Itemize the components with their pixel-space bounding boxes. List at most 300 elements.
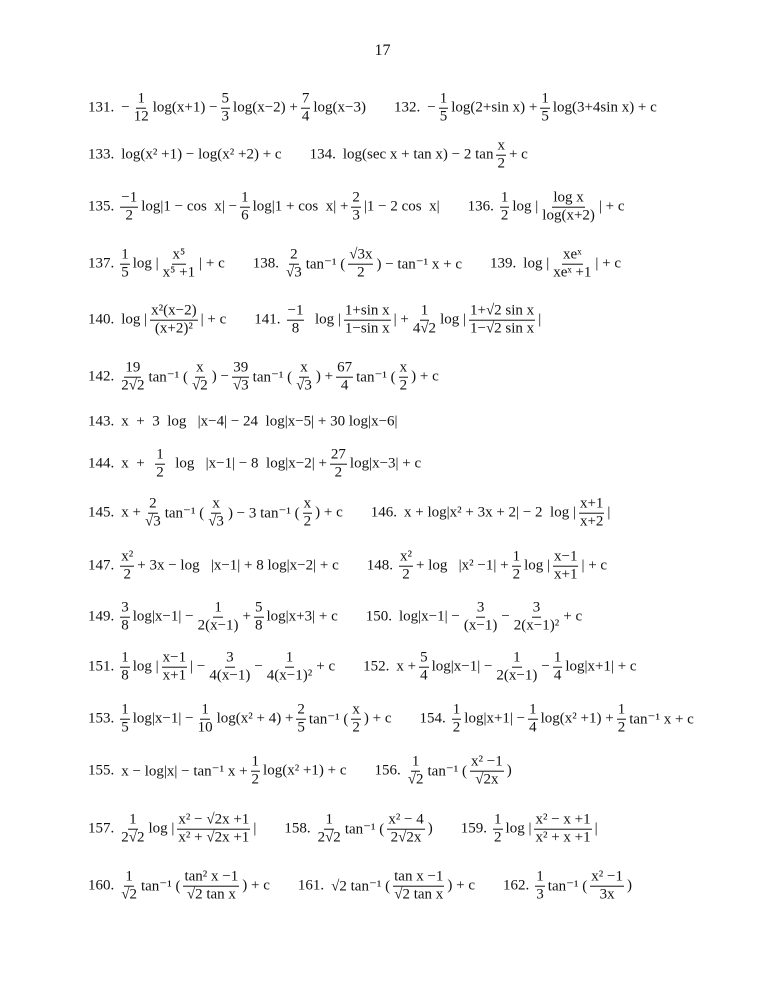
numerator: −1 (121, 189, 138, 206)
denominator: 2 (500, 207, 509, 224)
fraction (336, 360, 353, 395)
fraction (232, 360, 250, 395)
denominator: 2√2 (317, 829, 341, 846)
answer-number: 148. (366, 557, 394, 574)
numerator: tan² x −1 (184, 868, 239, 885)
answer-148 (367, 549, 609, 584)
fraction (208, 650, 251, 685)
answer-expression (451, 702, 696, 737)
expression-text: log(x² +1) + c (263, 762, 347, 779)
denominator: 2 (617, 719, 626, 736)
answer-expression (119, 869, 272, 904)
denominator: 4√2 (412, 320, 437, 337)
expression-text: + log |x² −1| + (416, 557, 509, 574)
numerator: x² − 4 (388, 811, 424, 828)
expression-text: + 3x − log |x−1| + 8 log|x−2| + c (137, 557, 339, 574)
fraction (528, 702, 538, 737)
fraction (296, 702, 306, 737)
expression-text: tan⁻¹ ( (305, 256, 346, 273)
answer-line (88, 702, 696, 737)
denominator: 2(x−1) (496, 667, 538, 684)
answer-line (88, 869, 634, 904)
answer-number: 152. (363, 658, 390, 675)
numerator: x−1 (554, 548, 578, 565)
denominator: x² + √2x +1 (178, 829, 250, 846)
expression-text: x + log|x² + 3x + 2| − 2 log | (404, 504, 576, 521)
answer-137 (88, 247, 227, 282)
answer-number: 154. (419, 710, 446, 727)
expression-text: log(x² +1) + (540, 710, 614, 727)
answer-line (88, 190, 627, 225)
answer-expression (119, 650, 337, 685)
fraction (552, 247, 592, 282)
expression-text: √2 tan⁻¹ ( (331, 878, 391, 895)
denominator: log(x+2) (542, 207, 595, 224)
numerator: 1 (285, 649, 294, 666)
expression-text: x + (121, 504, 141, 521)
expression-text: | + (393, 311, 409, 328)
fraction (407, 754, 425, 789)
denominator: 4(x−1) (209, 667, 251, 684)
answer-expression (398, 549, 609, 584)
fraction (285, 247, 303, 282)
denominator: 5 (541, 108, 549, 125)
numerator: 2 (290, 246, 298, 263)
expression-text: log | (307, 311, 341, 328)
expression-text: log|x+3| + c (266, 608, 338, 625)
denominator: 2√2 (121, 377, 145, 394)
page-number: 17 (374, 42, 391, 59)
expression-text: | + c (199, 255, 225, 272)
numerator: x² (121, 548, 134, 565)
numerator: tan x −1 (394, 868, 444, 885)
denominator: 2 (399, 377, 408, 394)
numerator: 3 (226, 649, 234, 666)
denominator: 2 (497, 155, 505, 172)
expression-text: tan⁻¹ ( (252, 369, 293, 386)
expression-text: | (253, 820, 257, 837)
answer-number: 155. (88, 762, 115, 779)
answer-line (88, 247, 623, 282)
expression-text: log(2+sin x) + (451, 99, 538, 116)
answer-154 (420, 702, 696, 737)
denominator: 2 (402, 566, 410, 583)
numerator: 1 (541, 90, 549, 107)
expression-text: log|x−1| − (132, 608, 194, 625)
fraction (330, 447, 347, 482)
answer-number: 153. (88, 710, 115, 727)
answer-number: 151. (88, 658, 115, 675)
expression-text: | (607, 504, 611, 521)
expression-text: ) − (211, 368, 229, 385)
answer-131 (88, 91, 368, 126)
numerator: 1 (420, 302, 429, 319)
expression-text: log|1 + cos x| + (252, 198, 349, 215)
answer-line (88, 414, 400, 431)
answer-number: 158. (284, 820, 311, 837)
answer-number: 132. (394, 99, 421, 116)
fraction (162, 247, 196, 282)
denominator: 3x (599, 886, 615, 903)
denominator: √2x (475, 771, 499, 788)
answer-line (88, 360, 441, 395)
denominator: 5 (439, 108, 448, 125)
fraction (120, 702, 130, 737)
expression-text: log(x−2) + (233, 99, 298, 116)
denominator: √2 tan x (394, 886, 444, 903)
answer-139 (490, 247, 623, 282)
denominator: 4 (529, 719, 537, 736)
answer-number: 138. (252, 255, 279, 272)
answer-expression (119, 247, 227, 282)
denominator: 2 (357, 264, 365, 281)
expression-text: log |x−1| − 8 log|x−2| + (167, 455, 327, 472)
expression-text: log | (121, 311, 148, 328)
expression-text: tan⁻¹ ( (344, 821, 385, 838)
fraction (120, 247, 130, 282)
answer-number: 131. (88, 99, 115, 116)
fraction (579, 496, 604, 531)
denominator: √2 (191, 377, 208, 394)
expression-text: + (242, 608, 252, 625)
numerator: x² (400, 548, 413, 565)
fraction (254, 600, 264, 635)
expression-text: tan⁻¹ ( (148, 369, 188, 386)
denominator: 8 (121, 617, 129, 634)
numerator: 2 (297, 701, 305, 718)
answer-145 (88, 496, 345, 531)
numerator: x (352, 701, 360, 718)
fraction (251, 754, 261, 789)
fraction (463, 600, 498, 635)
expression-text: log | (440, 311, 466, 328)
answer-number: 133. (88, 146, 115, 163)
fraction (150, 303, 197, 338)
answer-number: 150. (365, 608, 393, 625)
fraction (207, 496, 225, 531)
answer-138 (253, 247, 464, 282)
fraction (553, 650, 563, 685)
expression-text: − (541, 658, 550, 675)
fraction (348, 247, 373, 282)
numerator: 19 (125, 359, 141, 376)
answer-number: 141. (254, 311, 281, 328)
answer-expression (119, 414, 399, 431)
expression-text: log(x−3) (313, 99, 366, 116)
fraction (469, 303, 535, 338)
expression-text: log(3+4sin x) + c (552, 99, 657, 116)
numerator: 1 (325, 811, 333, 828)
answer-133 (88, 147, 284, 164)
denominator: 8 (121, 667, 129, 684)
numerator: x+1 (579, 495, 604, 512)
answer-159 (461, 812, 600, 847)
denominator: 2 (251, 771, 260, 788)
answer-expression (402, 496, 612, 531)
answer-135 (88, 190, 442, 225)
denominator: xeˣ +1 (553, 264, 592, 281)
denominator: 2 (494, 829, 502, 846)
fraction (553, 549, 578, 584)
expression-text: | (538, 311, 542, 328)
answer-143 (88, 414, 400, 431)
expression-text: x + 3 log |x−4| − 24 log|x−5| + 30 log|x−6| (121, 413, 398, 430)
expression-text: ) (627, 877, 633, 894)
numerator: 1 (121, 701, 129, 718)
answer-expression (534, 869, 634, 904)
fraction (197, 702, 214, 737)
expression-text: log(x² + 4) + (216, 710, 294, 727)
expression-text: log | (512, 198, 539, 215)
answer-number: 149. (88, 608, 115, 625)
answer-number: 157. (88, 820, 115, 837)
expression-text: log|1 − cos x| − (141, 198, 238, 215)
denominator: 4 (420, 667, 428, 684)
numerator: x (399, 359, 408, 376)
answer-144 (88, 447, 423, 482)
fraction (240, 190, 250, 225)
denominator: 1−sin x (344, 320, 390, 337)
numerator: x² − √2x +1 (178, 811, 250, 828)
answer-number: 139. (490, 255, 517, 272)
fraction (540, 91, 550, 126)
answer-number: 156. (374, 762, 401, 779)
answer-number: 143. (88, 413, 115, 430)
expression-text: log(x² +1) − log(x² +2) + c (121, 146, 282, 163)
fraction (439, 91, 449, 126)
expression-text: log | (148, 820, 175, 837)
answer-number: 140. (88, 311, 115, 328)
numerator: 3 (121, 599, 129, 616)
answer-expression (406, 754, 514, 789)
answer-expression (119, 812, 258, 847)
denominator: √3 (208, 513, 224, 530)
answer-expression (119, 754, 348, 789)
answer-146 (371, 496, 613, 531)
numerator: x (497, 137, 505, 154)
numerator: 5 (255, 599, 263, 616)
numerator: 1 (553, 649, 562, 666)
fraction (317, 812, 342, 847)
expression-text: ) − tan⁻¹ x + c (376, 256, 463, 273)
answer-number: 146. (370, 504, 398, 521)
fraction (162, 650, 187, 685)
fraction (197, 600, 240, 635)
fraction (500, 190, 510, 225)
fraction (133, 91, 150, 126)
answer-expression (119, 447, 423, 482)
answer-line (88, 812, 600, 847)
fraction (344, 303, 391, 338)
denominator: x+1 (162, 667, 187, 684)
numerator: 1 (121, 649, 129, 666)
answer-line (88, 447, 423, 482)
denominator: 3 (536, 886, 544, 903)
expression-text: log | (505, 820, 532, 837)
numerator: 1 (156, 446, 164, 463)
denominator: 2 (303, 513, 312, 530)
expression-text: log|x+1| + c (565, 658, 637, 675)
numerator: 1 (129, 811, 137, 828)
expression-text: ) − 3 tan⁻¹ ( (227, 505, 300, 522)
answer-expression (397, 600, 584, 635)
answer-expression (394, 650, 638, 685)
expression-text: tan⁻¹ ( (140, 878, 181, 895)
denominator: √2 tan x (186, 886, 236, 903)
answer-line (88, 138, 530, 173)
answer-149 (88, 600, 340, 635)
numerator: x⁵ (172, 246, 186, 263)
denominator: 5 (121, 719, 129, 736)
fraction (495, 650, 538, 685)
answer-line (88, 303, 543, 338)
numerator: 2 (352, 189, 360, 206)
answer-expression (492, 812, 600, 847)
numerator: 1 (617, 701, 626, 718)
answer-expression (119, 147, 283, 164)
answer-132 (394, 91, 659, 126)
numerator: 1 (137, 90, 145, 107)
answer-expression (286, 303, 544, 338)
denominator: 2 (352, 719, 360, 736)
fraction (351, 190, 361, 225)
answer-140 (88, 303, 228, 338)
answer-150 (366, 600, 584, 635)
answer-158 (284, 812, 434, 847)
answer-142 (88, 360, 441, 395)
fraction (452, 702, 462, 737)
denominator: 2 (452, 719, 461, 736)
fraction (493, 812, 503, 847)
fraction (301, 91, 311, 126)
answer-expression (119, 702, 393, 737)
fraction (393, 869, 444, 904)
denominator: 12 (133, 108, 149, 125)
numerator: 5 (221, 90, 230, 107)
denominator: x⁵ +1 (162, 264, 196, 281)
numerator: x² −1 (471, 753, 503, 770)
answer-line (88, 600, 584, 635)
fraction (470, 754, 504, 789)
fraction (590, 869, 624, 904)
denominator: 2 (123, 566, 131, 583)
answer-number: 142. (88, 368, 115, 385)
answer-number: 134. (309, 146, 336, 163)
answer-number: 145. (88, 504, 115, 521)
answer-160 (88, 869, 272, 904)
denominator: √3 (232, 377, 249, 394)
answer-line (88, 91, 659, 126)
numerator: log x (553, 189, 584, 206)
answer-expression (329, 869, 477, 904)
expression-text: ) + c (447, 877, 476, 894)
numerator: 3 (476, 599, 485, 616)
numerator: 1 (512, 548, 521, 565)
answer-line (88, 496, 612, 531)
fraction (351, 702, 361, 737)
expression-text: | + c (595, 255, 622, 272)
denominator: 2√2x (390, 829, 422, 846)
numerator: x²(x−2) (151, 302, 197, 319)
answer-expression (499, 190, 627, 225)
numerator: √3x (349, 246, 373, 263)
answer-155 (88, 754, 349, 789)
fraction (221, 91, 231, 126)
answer-number: 144. (88, 455, 115, 472)
fraction (120, 549, 134, 584)
answer-expression (119, 360, 441, 395)
answer-expression (119, 600, 340, 635)
answer-expression (119, 91, 368, 126)
fraction (419, 650, 429, 685)
fraction (120, 650, 130, 685)
fraction (399, 549, 413, 584)
fraction (295, 360, 313, 395)
denominator: 10 (197, 719, 213, 736)
fraction (387, 812, 424, 847)
answer-line (88, 549, 609, 584)
denominator: 4 (340, 377, 349, 394)
answer-expression (316, 812, 435, 847)
denominator: √3 (296, 377, 312, 394)
expression-text: tan⁻¹ ( (427, 763, 468, 780)
answer-line (88, 650, 639, 685)
fraction (155, 447, 165, 482)
answer-number: 137. (88, 255, 115, 272)
fraction (287, 303, 305, 338)
expression-text: |1 − 2 cos x| (363, 198, 440, 215)
numerator: 1 (500, 189, 509, 206)
denominator: x+2 (579, 513, 604, 530)
fraction (617, 702, 627, 737)
fraction (535, 869, 545, 904)
fraction (266, 650, 313, 685)
answer-151 (88, 650, 337, 685)
expression-text: | + c (200, 311, 227, 328)
expression-text: log|x−1| − (399, 608, 460, 625)
denominator: (x−1) (463, 617, 498, 634)
denominator: 2 (512, 566, 521, 583)
numerator: 1 (214, 599, 222, 616)
numerator: −1 (287, 302, 304, 319)
answer-expression (119, 496, 345, 531)
answer-expression (425, 91, 659, 126)
fraction (120, 812, 145, 847)
answer-number: 162. (503, 877, 530, 894)
denominator: 4(x−1)² (266, 667, 313, 684)
denominator: 3 (352, 207, 360, 224)
expression-text: tan⁻¹ x + c (629, 711, 694, 728)
numerator: x−1 (162, 649, 187, 666)
fraction (191, 360, 209, 395)
fraction (144, 496, 162, 531)
denominator: 2(x−1) (197, 617, 239, 634)
expression-text: log|x+1| − (464, 710, 526, 727)
denominator: 3 (221, 108, 230, 125)
denominator: 5 (121, 264, 129, 281)
expression-text: x + (396, 658, 417, 675)
expression-text: ) + (315, 368, 334, 385)
fraction (534, 812, 591, 847)
answer-161 (298, 869, 477, 904)
numerator: 1+√2 sin x (469, 302, 535, 319)
denominator: 2 (334, 464, 343, 481)
fraction (120, 190, 138, 225)
numerator: 1 (201, 701, 209, 718)
numerator: 3 (532, 599, 541, 616)
numerator: 27 (330, 446, 346, 463)
expression-text: log(x+1) − (152, 99, 218, 116)
